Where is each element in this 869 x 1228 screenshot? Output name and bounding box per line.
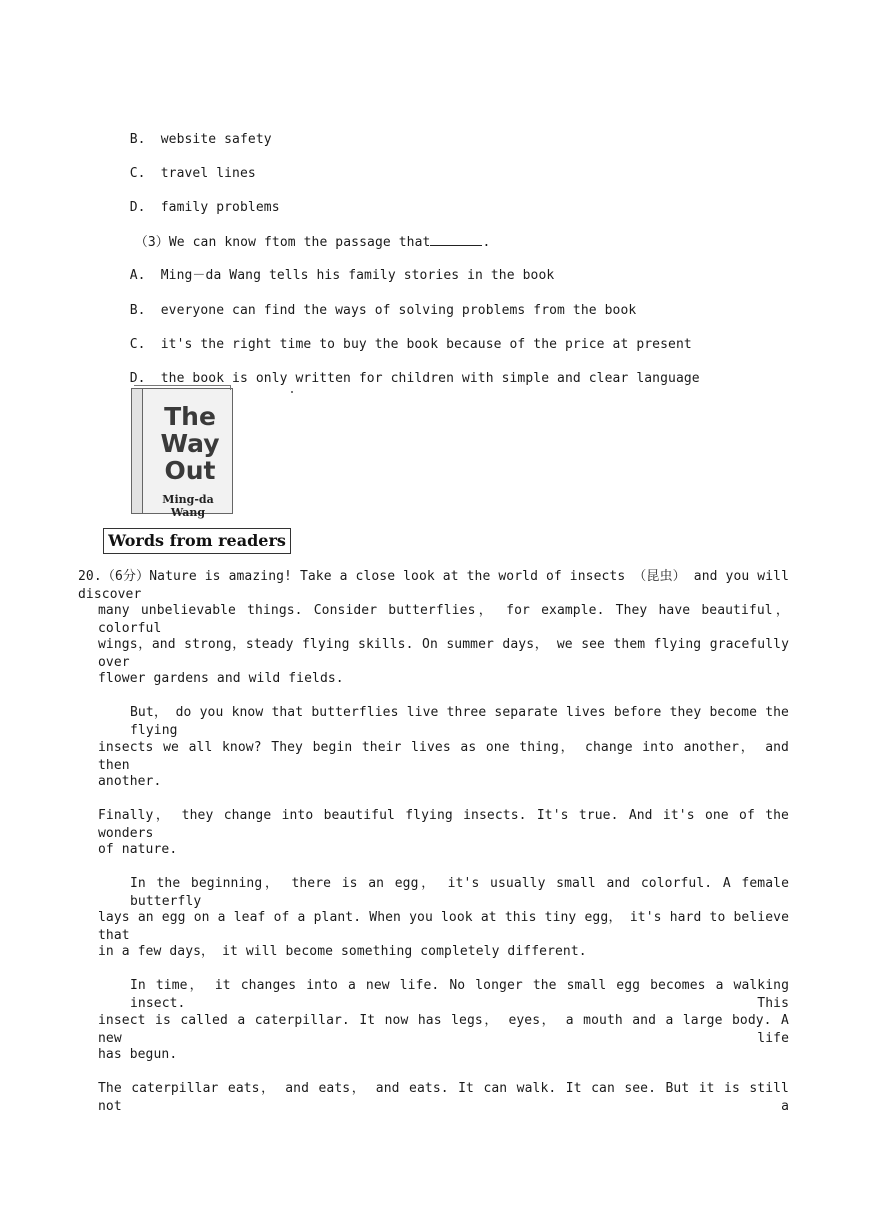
- option-text: travel lines: [160, 166, 256, 181]
- passage-line: insect is called a caterpillar. It now has legs， eyes， a mouth and a large body. A new life: [98, 1013, 789, 1046]
- book-title-line: Out: [164, 456, 216, 485]
- option-text: Ming－da Wang tells his family stories in the book: [160, 268, 555, 283]
- passage-line: Finally， they change into beautiful flying insects. It's true. And it's one of the wonders: [98, 808, 789, 841]
- option-letter: B.: [129, 132, 146, 147]
- option-text: it's the right time to buy the book because of the price at present: [160, 337, 692, 352]
- words-from-readers-banner: Words from readers: [103, 528, 291, 554]
- passage-line: flower gardens and wild fields.: [98, 671, 344, 686]
- option-letter: C.: [129, 337, 146, 352]
- answer-blank: [430, 233, 482, 246]
- passage-line: 20.（6分）Nature is amazing! Take a close look at the world of insects （昆虫） and you will discover: [78, 569, 789, 602]
- passage-line: of nature.: [98, 842, 178, 857]
- book-author: Ming-da Wang: [162, 493, 214, 519]
- book-title-line: Way: [160, 429, 220, 458]
- passage-line: The caterpillar eats， and eats， and eats. It can walk. It can see. But it is still not a: [98, 1081, 789, 1114]
- passage-line: wings，and strong，steady flying skills. On summer days， we see them flying gracefully over: [98, 637, 789, 670]
- passage-line: lays an egg on a leaf of a plant. When you look at this tiny egg， it's hard to believe that: [98, 910, 789, 943]
- book-title-line: The: [164, 402, 216, 431]
- option-letter: D.: [129, 371, 146, 386]
- passage-line: In the beginning， there is an egg， it's usually small and colorful. A female butterfly: [130, 876, 789, 909]
- passage-line: in a few days， it will become something completely different.: [98, 944, 587, 959]
- passage-line: many unbelievable things. Consider butterflies， for example. They have beautiful， colorful: [98, 603, 789, 636]
- passage-line: has begun.: [98, 1047, 178, 1062]
- book-figure: [99, 378, 295, 558]
- scan-speck: [291, 391, 293, 393]
- option-letter: D.: [129, 200, 146, 215]
- option-text: website safety: [160, 132, 272, 147]
- passage-line: another.: [98, 774, 162, 789]
- book-top-edge: [134, 385, 231, 390]
- option-letter: B.: [129, 303, 146, 318]
- option-letter: C.: [129, 166, 146, 181]
- option-letter: A.: [129, 268, 146, 283]
- option-text: family problems: [160, 200, 280, 215]
- question-stem-end: .: [482, 235, 491, 250]
- option-text: the book is only written for children with simple and clear language: [160, 371, 700, 386]
- passage-line: But， do you know that butterflies live three separate lives before they become the flying: [130, 705, 789, 738]
- passage-line: insects we all know? They begin their lives as one thing， change into another， and then: [98, 740, 789, 773]
- book-title: [150, 403, 230, 484]
- option-text: everyone can find the ways of solving problems from the book: [160, 303, 637, 318]
- book-cover-image: [131, 388, 233, 519]
- book-spine: [132, 389, 143, 513]
- question-stem-text: （3）We can know ftom the passage that: [134, 235, 431, 250]
- passage-line: In time， it changes into a new life. No longer the small egg becomes a walking insect. This: [130, 978, 789, 1011]
